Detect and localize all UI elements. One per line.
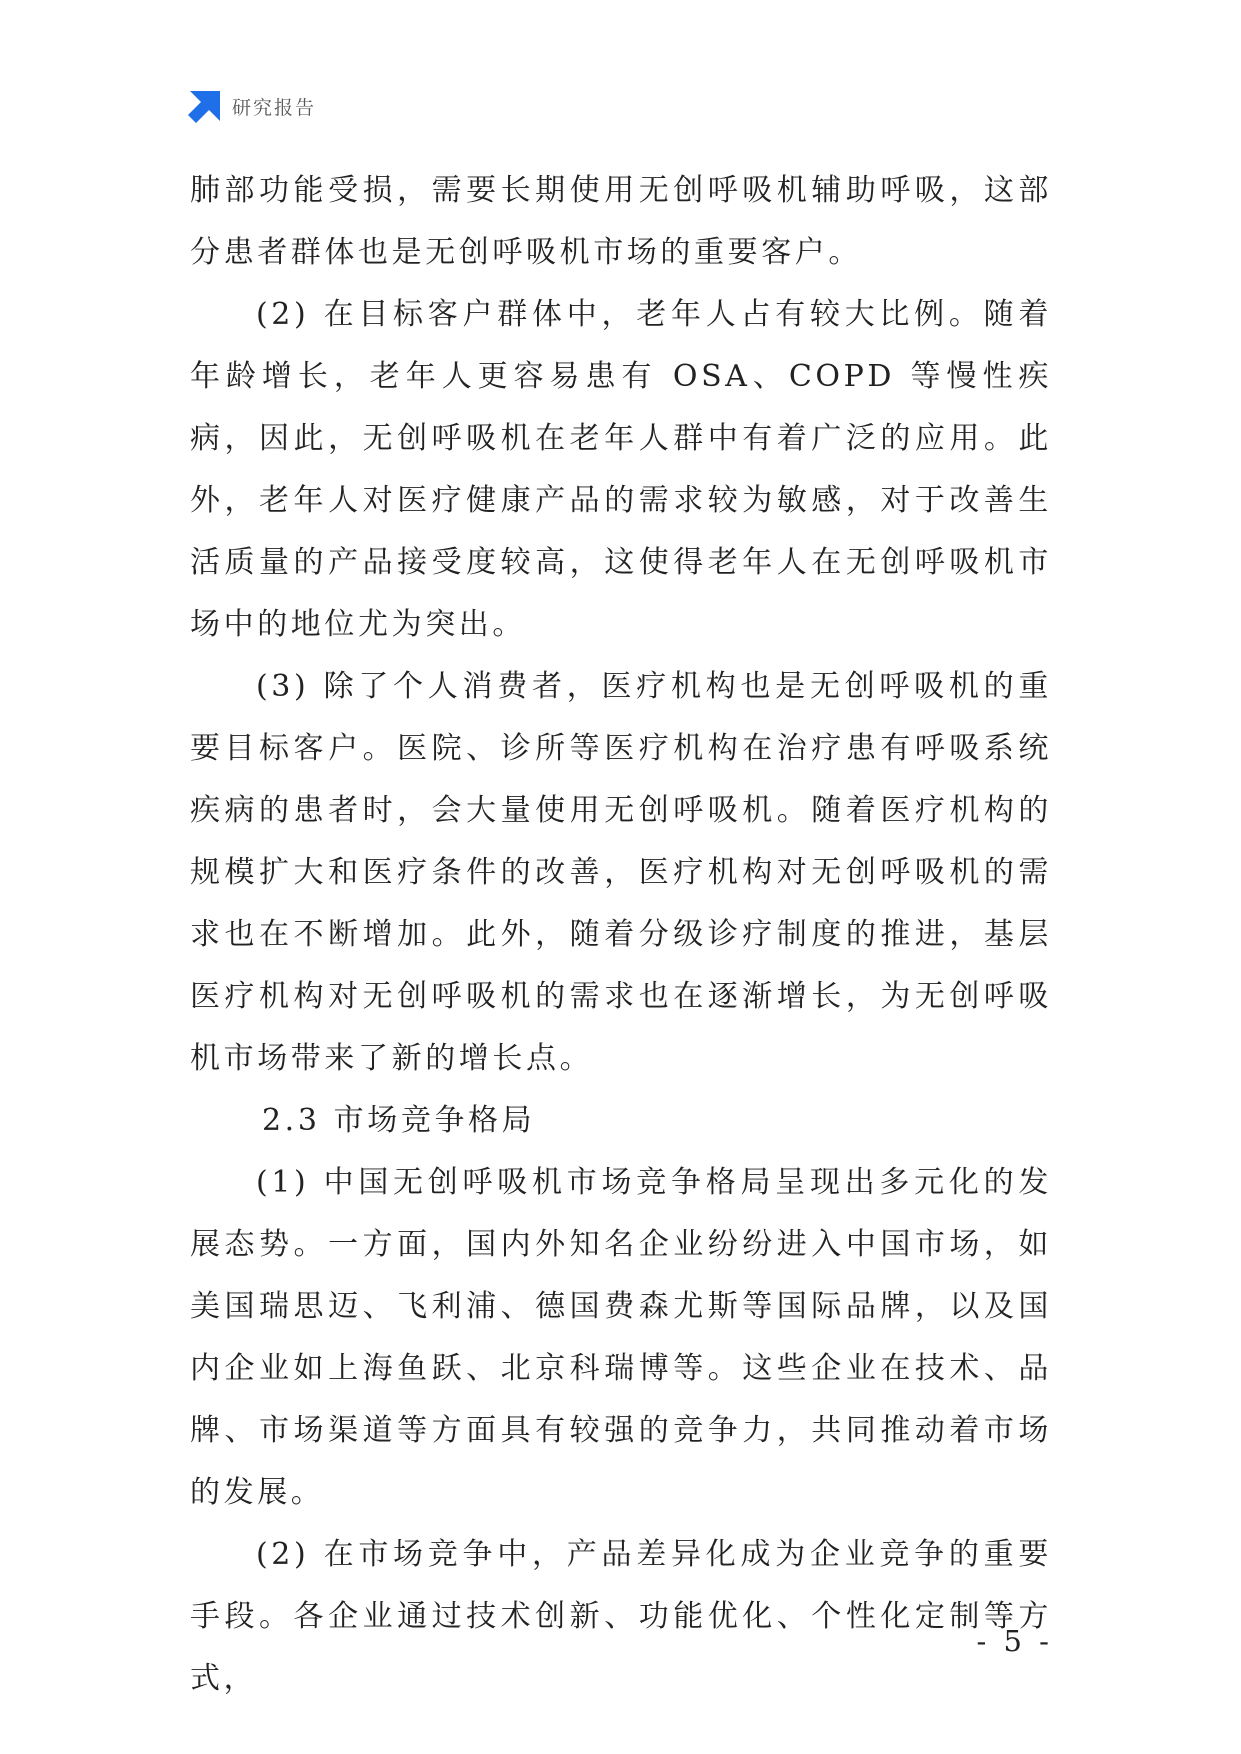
paragraph-competition-landscape: (1) 中国无创呼吸机市场竞争格局呈现出多元化的发展态势。一方面，国内外知名企业纷纷进入中国市场，如美国瑞思迈、飞利浦、德国费森尤斯等国际品牌，以及国内企业如上海鱼跃、北京科瑞博等。这些企业在技术、品牌、市场渠道等方面具有较强的竞争力，共同推动着市场的发展。	[190, 1165, 1052, 1510]
paragraph-continued: 肺部功能受损，需要长期使用无创呼吸机辅助呼吸，这部分患者群体也是无创呼吸机市场的重要客户。	[190, 173, 1052, 270]
arrow-up-right-icon	[188, 89, 222, 123]
paragraph-medical-institutions: (3) 除了个人消费者，医疗机构也是无创呼吸机的重要目标客户。医院、诊所等医疗机构在治疗患有呼吸系统疾病的患者时，会大量使用无创呼吸机。随着医疗机构的规模扩大和医疗条件的改善，医疗机构对无创呼吸机的需求也在不断增加。此外，随着分级诊疗制度的推进，基层医疗机构对无创呼吸机的需求也在逐渐增长，为无创呼吸机市场带来了新的增长点。	[190, 669, 1052, 1076]
page-number-footer	[0, 1624, 1241, 1658]
header-title: 研究报告	[232, 96, 317, 119]
report-header	[188, 88, 316, 124]
section-heading: 2.3 市场竞争格局	[262, 1103, 536, 1138]
paragraph-product-differentiation: (2) 在市场竞争中，产品差异化成为企业竞争的重要手段。各企业通过技术创新、功能优化、个性化定制等方式，	[190, 1537, 1052, 1696]
document-body	[190, 160, 1052, 1710]
page-number: - 5 -	[976, 1624, 1053, 1658]
paragraph-elderly-customers: (2) 在目标客户群体中，老年人占有较大比例。随着年龄增长，老年人更容易患有 OSA、COPD 等慢性疾病，因此，无创呼吸机在老年人群中有着广泛的应用。此外，老年人对医疗健康产品的需求较为敏感，对于改善生活质量的产品接受度较高，这使得老年人在无创呼吸机市场中的地位尤为突出。	[190, 297, 1052, 642]
